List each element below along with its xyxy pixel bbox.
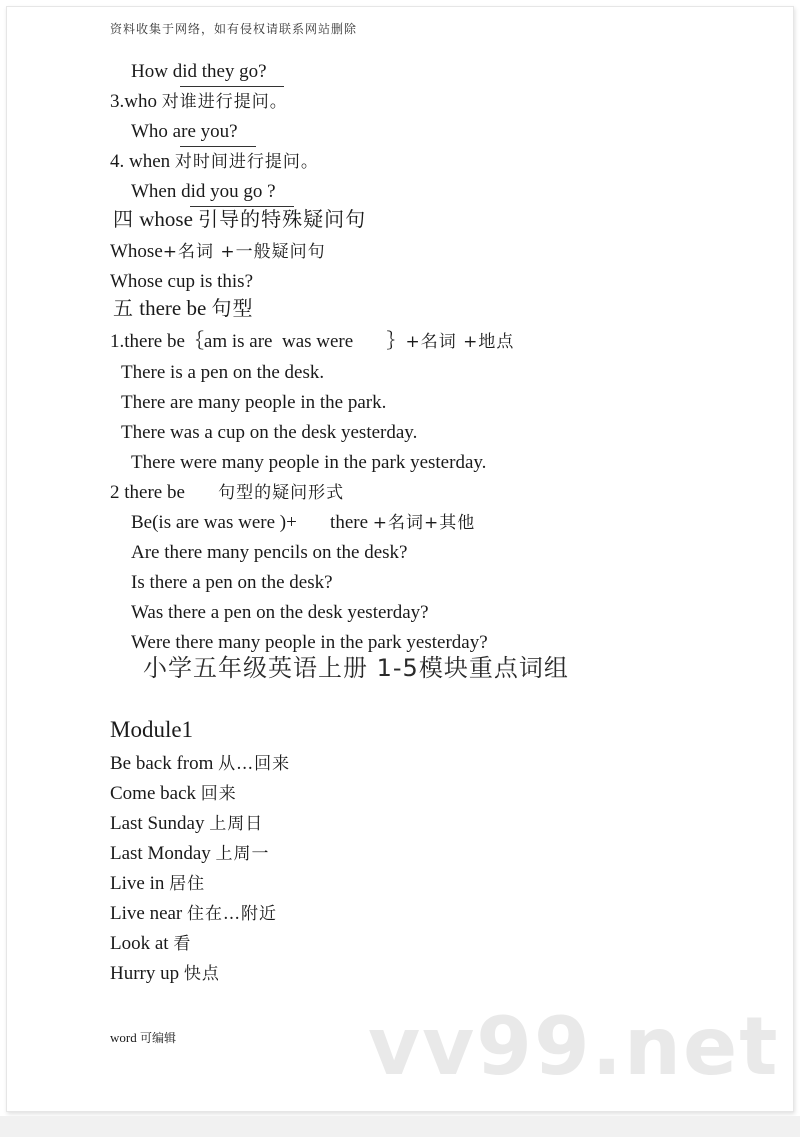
text-line: There are many people in the park. bbox=[121, 392, 387, 413]
text-line: 1.there be｛am is are was were ｝+名词 +地点 bbox=[110, 331, 515, 352]
text-line: Is there a pen on the desk? bbox=[131, 572, 333, 593]
phrase-item: Live in 居住 bbox=[110, 873, 206, 894]
text-line: 3.who 对谁进行提问。 bbox=[110, 91, 288, 112]
text-line: Were there many people in the park yesterday? bbox=[131, 632, 488, 653]
section-line: 四 whose 引导的特殊疑问句 bbox=[113, 207, 367, 231]
phrase-item: Live near 住在…附近 bbox=[110, 903, 278, 924]
phrase-item: Be back from 从…回来 bbox=[110, 753, 291, 774]
text-line: How did they go? bbox=[131, 61, 267, 82]
text-line: 4. when 对时间进行提问。 bbox=[110, 151, 319, 172]
text-line: There is a pen on the desk. bbox=[121, 362, 325, 383]
phrase-item: Come back 回来 bbox=[110, 783, 237, 804]
underline-mark bbox=[180, 86, 284, 87]
section-heading: 小学五年级英语上册 1-5模块重点词组 bbox=[143, 654, 569, 682]
underline-mark bbox=[180, 146, 256, 147]
text-line: There were many people in the park yesterday. bbox=[131, 452, 487, 473]
module-title: Module1 bbox=[110, 717, 194, 742]
watermark: vv99.net bbox=[368, 1000, 780, 1093]
text-line: Was there a pen on the desk yesterday? bbox=[131, 602, 429, 623]
footer-note: word 可编辑 bbox=[110, 1030, 176, 1045]
header-note: 资料收集于网络，如有侵权请联系网站删除 bbox=[110, 22, 358, 36]
text-line: There was a cup on the desk yesterday. bbox=[121, 422, 418, 443]
page-bottom-band bbox=[0, 1116, 800, 1137]
text-line: Who are you? bbox=[131, 121, 238, 142]
text-line: Whose+名词 +一般疑问句 bbox=[110, 241, 326, 262]
phrase-item: Hurry up 快点 bbox=[110, 963, 220, 984]
phrase-item: Last Sunday 上周日 bbox=[110, 813, 264, 834]
text-line: Be(is are was were )+ there +名词+其他 bbox=[131, 512, 476, 533]
underline-mark bbox=[190, 206, 294, 207]
phrase-item: Last Monday 上周一 bbox=[110, 843, 270, 864]
text-line: 2 there be 句型的疑问形式 bbox=[110, 482, 345, 503]
section-line: 五 there be 句型 bbox=[113, 296, 254, 320]
text-line: Are there many pencils on the desk? bbox=[131, 542, 408, 563]
phrase-item: Look at 看 bbox=[110, 933, 192, 954]
text-line: When did you go ? bbox=[131, 181, 276, 202]
text-line: Whose cup is this? bbox=[110, 271, 254, 292]
